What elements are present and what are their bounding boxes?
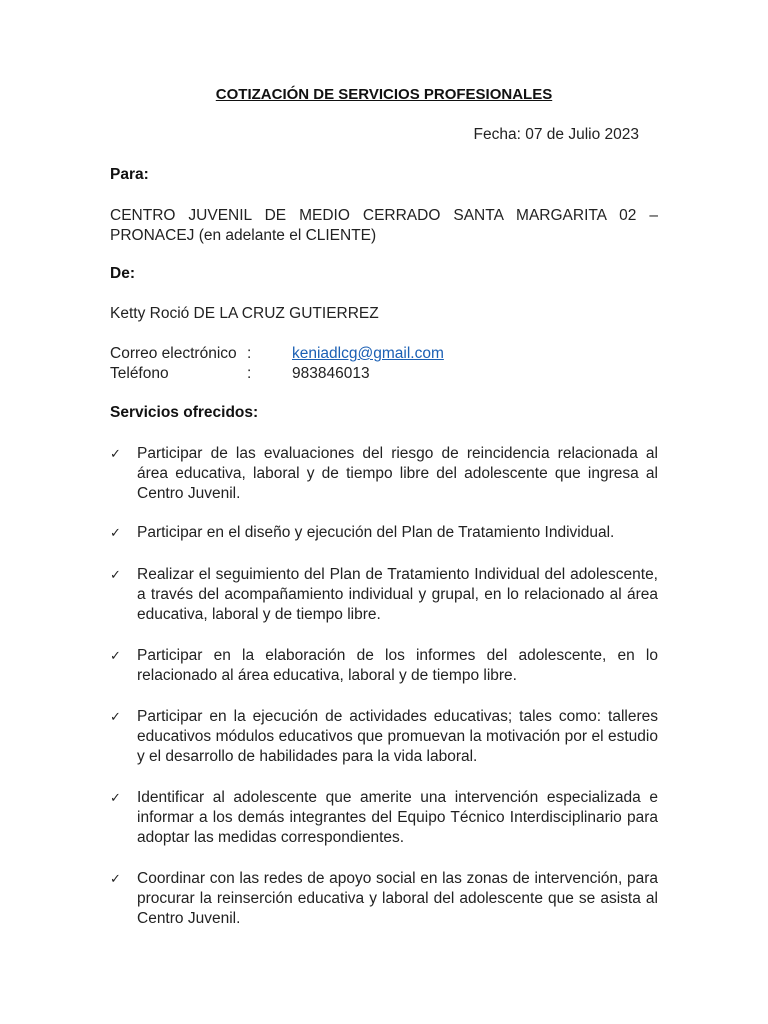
checkmark-icon: ✓ — [110, 567, 121, 582]
service-text: Coordinar con las redes de apoyo social en las zonas de intervención, para procurar la reinserción educativa y laboral del adolescente que se asista al Centro Juvenil. — [137, 870, 658, 927]
service-text: Participar de las evaluaciones del riesgo de reincidencia relacionada al área educativa, laboral y de tiempo libre del adolescente que ingresa al Centro Juvenil. — [137, 445, 658, 502]
phone-value: 983846013 — [292, 365, 370, 382]
provider-name: Ketty Roció DE LA CRUZ GUTIERREZ — [110, 305, 379, 322]
services-label: Servicios ofrecidos: — [110, 404, 259, 421]
service-text: Participar en el diseño y ejecución del Plan de Tratamiento Individual. — [137, 524, 615, 541]
checkmark-icon: ✓ — [110, 648, 121, 663]
client-paragraph: CENTRO JUVENIL DE MEDIO CERRADO SANTA MARGARITA 02 – PRONACEJ (en adelante el CLIENTE) — [110, 207, 658, 244]
contact-email-row — [110, 344, 658, 364]
checkmark-icon: ✓ — [110, 446, 121, 461]
document-title: COTIZACIÓN DE SERVICIOS PROFESIONALES — [215, 86, 553, 103]
service-text: Participar en la ejecución de actividades educativas; tales como: talleres educativos módulos educativos que promuevan la motivación por el estudio y el desarrollo de habilidades para la vida laboral. — [137, 708, 658, 765]
contact-phone-row — [110, 364, 658, 384]
checkmark-icon: ✓ — [110, 871, 121, 886]
email-label: Correo electrónico — [110, 345, 237, 362]
email-link[interactable]: keniadlcg@gmail.com — [292, 345, 444, 362]
service-text: Identificar al adolescente que amerite una intervención especializada e informar a los demás integrantes del Equipo Técnico Interdisciplinario para adoptar las medidas correspondientes. — [137, 789, 658, 846]
checkmark-icon: ✓ — [110, 709, 121, 724]
service-text: Participar en la elaboración de los informes del adolescente, en lo relacionado al área educativa, laboral y de tiempo libre. — [137, 647, 658, 684]
document-date: Fecha: 07 de Julio 2023 — [473, 126, 639, 143]
checkmark-icon: ✓ — [110, 790, 121, 805]
phone-colon: : — [247, 365, 252, 382]
de-label: De: — [110, 265, 135, 282]
phone-label: Teléfono — [110, 365, 169, 382]
para-label: Para: — [110, 166, 149, 183]
service-text: Realizar el seguimiento del Plan de Tratamiento Individual del adolescente, a través del acompañamiento individual y grupal, en lo relacionado al área educativa, laboral y de tiempo libre. — [137, 566, 658, 623]
email-colon: : — [247, 345, 252, 362]
checkmark-icon: ✓ — [110, 525, 121, 540]
